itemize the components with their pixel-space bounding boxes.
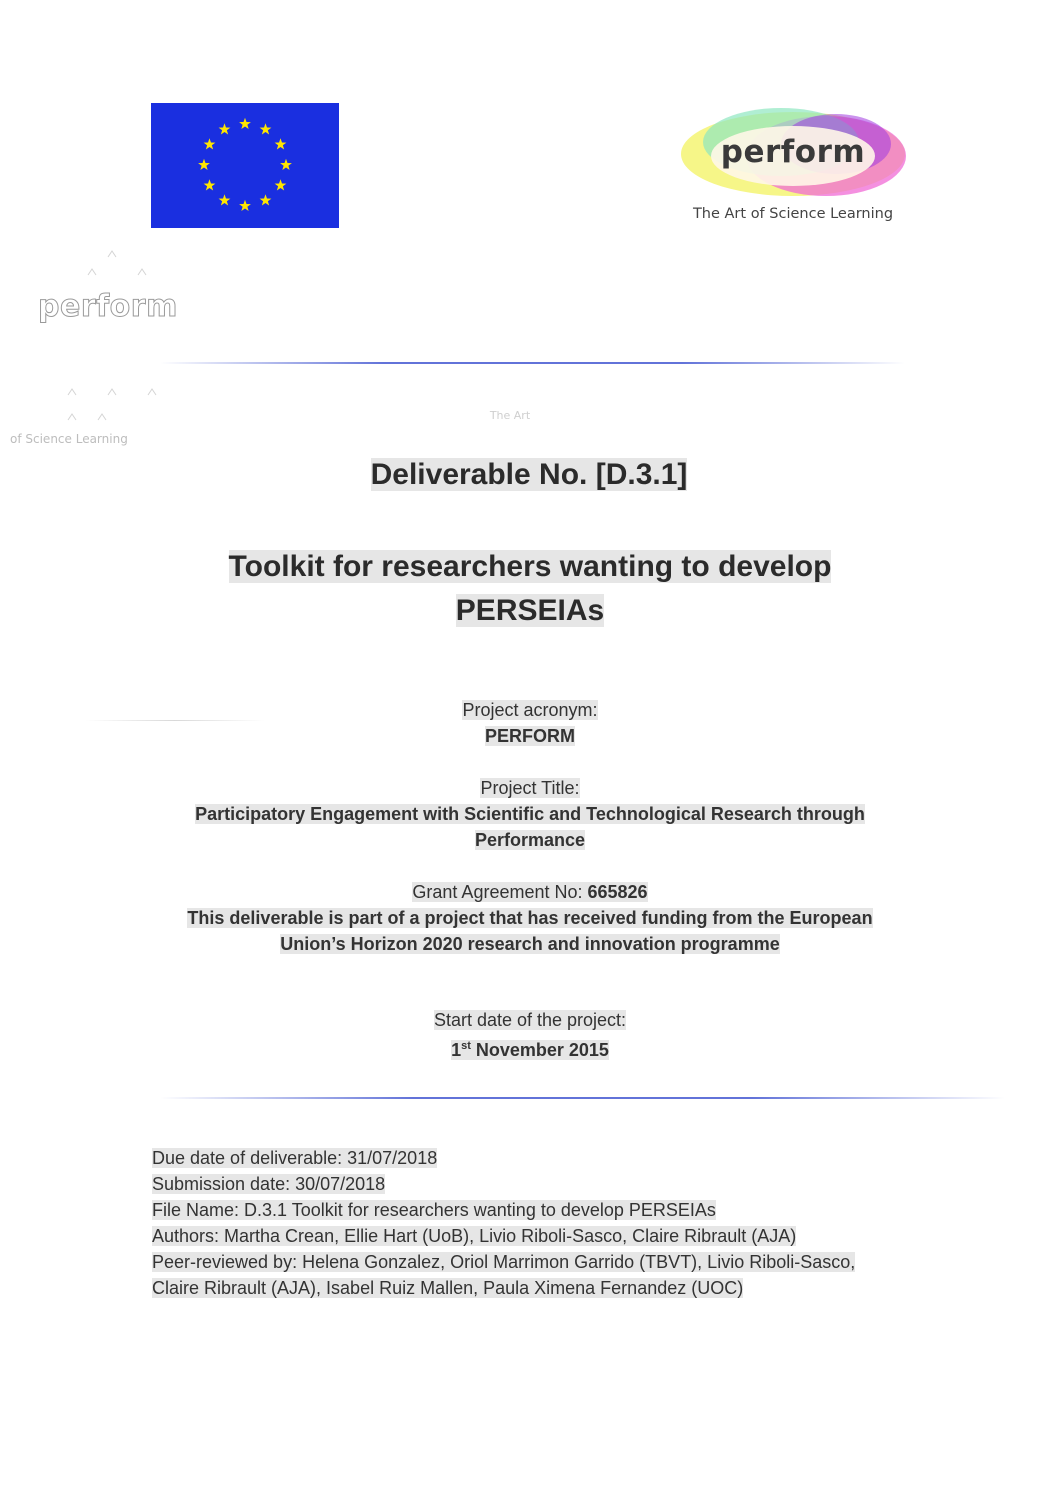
funding-line2: Union’s Horizon 2020 research and innovation programme — [280, 934, 780, 954]
grant-label: Grant Agreement No: — [412, 882, 588, 902]
perform-logo — [676, 104, 910, 234]
eu-star-icon — [204, 179, 216, 190]
project-title-block — [150, 775, 910, 853]
eu-star-icon — [198, 159, 210, 170]
project-title-line1: Participatory Engagement with Scientific and Technological Research through — [195, 804, 865, 824]
eu-star-icon — [260, 123, 272, 134]
ghost-stars-icon — [28, 245, 208, 435]
deliverable-meta — [152, 1145, 952, 1301]
grant-number: 665826 — [587, 882, 648, 902]
project-title-line2: Performance — [474, 830, 586, 850]
eu-flag-icon — [151, 103, 339, 228]
perform-wordmark: perform — [720, 134, 866, 170]
ghost-logo-watermark — [10, 225, 210, 465]
divider-top — [160, 362, 905, 364]
eu-stars-icon — [151, 103, 339, 228]
file-name: File Name: D.3.1 Toolkit for researchers wanting to develop PERSEIAs — [152, 1200, 716, 1220]
start-date: 1st November 2015 — [451, 1040, 609, 1060]
eu-star-icon — [275, 179, 287, 190]
ghost-tagline: of Science Learning — [10, 432, 128, 446]
eu-star-icon — [204, 138, 216, 149]
document-title-line2: PERSEIAs — [455, 594, 605, 627]
due-date: Due date of deliverable: 31/07/2018 — [152, 1148, 438, 1168]
project-acronym-block — [150, 697, 910, 749]
ghost-text-fragment: The Art — [489, 409, 531, 422]
document-title-line1: Toolkit for researchers wanting to develop — [228, 550, 832, 583]
ghost-wordmark: perform — [38, 289, 178, 324]
perform-tagline: The Art of Science Learning — [692, 206, 894, 222]
eu-star-icon — [239, 200, 251, 211]
eu-star-icon — [239, 118, 251, 129]
submission-date: Submission date: 30/07/2018 — [152, 1174, 386, 1194]
project-acronym-label: Project acronym: — [462, 700, 598, 720]
eu-star-icon — [260, 194, 272, 205]
funding-line1: This deliverable is part of a project that has received funding from the European — [187, 908, 873, 928]
eu-star-icon — [219, 123, 231, 134]
divider-bottom — [160, 1097, 1005, 1099]
start-date-label: Start date of the project: — [433, 1010, 627, 1030]
eu-star-icon — [219, 194, 231, 205]
deliverable-number: Deliverable No. [D.3.1] — [370, 458, 688, 491]
project-title-label: Project Title: — [480, 778, 580, 798]
peer-reviewers-line2: Claire Ribrault (AJA), Isabel Ruiz Mallen, Paula Ximena Fernandez (UOC) — [152, 1278, 744, 1298]
grant-block — [130, 879, 930, 957]
start-date-block — [150, 1007, 910, 1063]
eu-star-icon — [280, 159, 292, 170]
document-title — [180, 545, 880, 633]
project-acronym: PERFORM — [485, 726, 575, 746]
authors: Authors: Martha Crean, Ellie Hart (UoB), Livio Riboli-Sasco, Claire Ribrault (AJA) — [152, 1226, 797, 1246]
peer-reviewers-line1: Peer-reviewed by: Helena Gonzalez, Oriol Marrimon Garrido (TBVT), Livio Riboli-Sasco, — [152, 1252, 856, 1272]
eu-star-icon — [275, 138, 287, 149]
